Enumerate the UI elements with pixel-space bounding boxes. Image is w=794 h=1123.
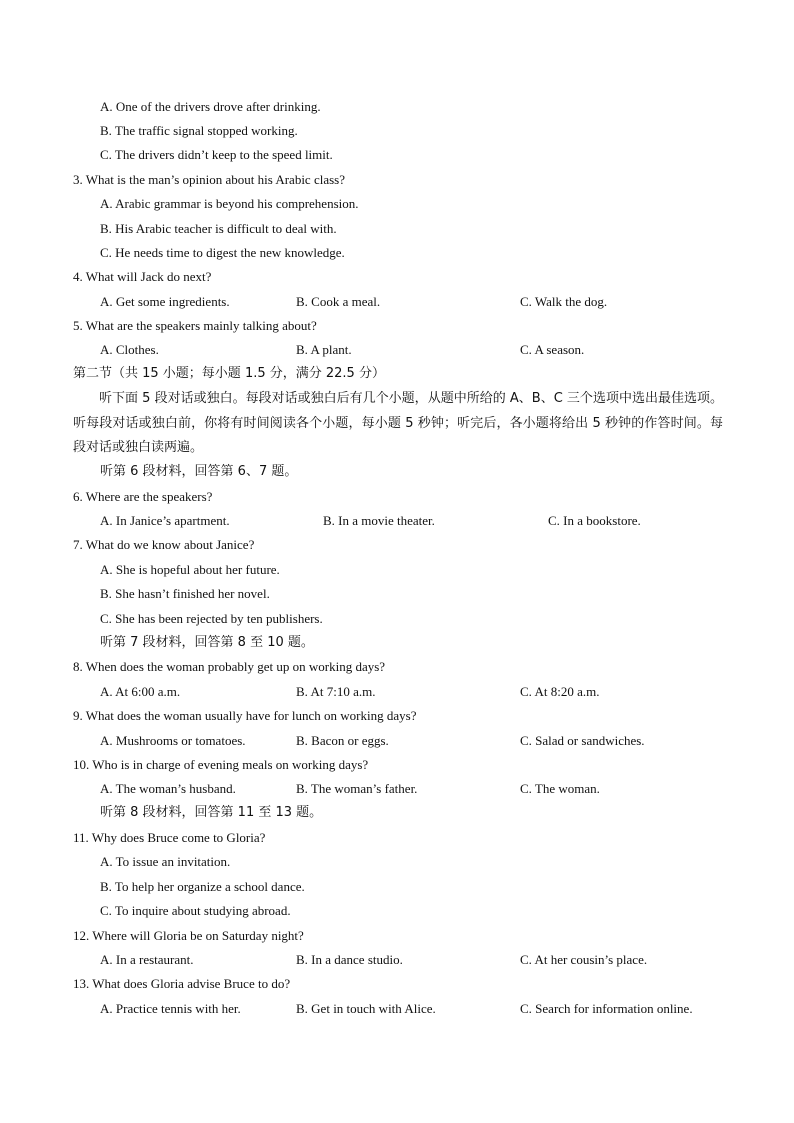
q6-option-a: A. In Janice’s apartment.	[100, 513, 230, 528]
q6-stem: 6. Where are the speakers?	[73, 489, 213, 504]
q9-stem: 9. What does the woman usually have for lunch on working days?	[73, 708, 417, 723]
q9-option-c: C. Salad or sandwiches.	[520, 733, 645, 748]
q2-option-b: B. The traffic signal stopped working.	[100, 123, 298, 138]
q8-option-b: B. At 7:10 a.m.	[296, 684, 376, 699]
q12-option-c: C. At her cousin’s place.	[520, 952, 648, 967]
q12-stem: 12. Where will Gloria be on Saturday night?	[73, 928, 304, 943]
q7-option-b: B. She hasn’t finished her novel.	[100, 586, 270, 601]
q9-option-a: A. Mushrooms or tomatoes.	[100, 733, 246, 748]
material-6-note: 听第 6 段材料，回答第 6、7 题。	[100, 464, 298, 479]
q3-stem: 3. What is the man’s opinion about his Arabic class?	[73, 172, 345, 187]
q11-option-c: C. To inquire about studying abroad.	[100, 903, 291, 918]
q2-option-a: A. One of the drivers drove after drinking.	[100, 99, 321, 114]
q13-option-b: B. Get in touch with Alice.	[296, 1001, 436, 1016]
q7-option-c: C. She has been rejected by ten publishers.	[100, 611, 323, 626]
q12-option-b: B. In a dance studio.	[296, 952, 403, 967]
q2-option-c: C. The drivers didn’t keep to the speed limit.	[100, 147, 333, 162]
q8-option-c: C. At 8:20 a.m.	[520, 684, 600, 699]
q8-stem: 8. When does the woman probably get up on working days?	[73, 659, 386, 674]
q8-option-a: A. At 6:00 a.m.	[100, 684, 181, 699]
q5-option-c: C. A season.	[520, 342, 585, 357]
q3-option-a: A. Arabic grammar is beyond his comprehension.	[100, 196, 359, 211]
q4-option-a: A. Get some ingredients.	[100, 294, 230, 309]
q5-stem: 5. What are the speakers mainly talking about?	[73, 318, 317, 333]
q10-option-c: C. The woman.	[520, 781, 600, 796]
q5-option-b: B. A plant.	[296, 342, 352, 357]
q13-option-c: C. Search for information online.	[520, 1001, 693, 1016]
q4-option-b: B. Cook a meal.	[296, 294, 381, 309]
q11-option-b: B. To help her organize a school dance.	[100, 879, 305, 894]
q13-stem: 13. What does Gloria advise Bruce to do?	[73, 976, 291, 991]
q13-option-a: A. Practice tennis with her.	[100, 1001, 241, 1016]
q12-option-a: A. In a restaurant.	[100, 952, 194, 967]
section-instructions: 听下面 5 段对话或独白。每段对话或独白后有几个小题，从题中所给的 A、B、C 三个选项中选出最佳选项。听每段对话或独白前，你将有时间阅读各个小题，每小题 5 秒钟；听完后，各小题将给出 5 秒钟的作答时间。每段对话或独白读两遍。	[73, 391, 723, 455]
q10-option-a: A. The woman’s husband.	[100, 781, 236, 796]
q10-option-b: B. The woman’s father.	[296, 781, 418, 796]
q3-option-c: C. He needs time to digest the new knowledge.	[100, 245, 345, 260]
q7-stem: 7. What do we know about Janice?	[73, 537, 255, 552]
q6-option-c: C. In a bookstore.	[548, 513, 641, 528]
section-heading: 第二节（共 15 小题；每小题 1.5 分，满分 22.5 分）	[73, 366, 385, 381]
q10-stem: 10. Who is in charge of evening meals on working days?	[73, 757, 369, 772]
material-7-note: 听第 7 段材料，回答第 8 至 10 题。	[100, 635, 314, 650]
q6-option-b: B. In a movie theater.	[323, 513, 435, 528]
material-8-note: 听第 8 段材料，回答第 11 至 13 题。	[100, 805, 323, 820]
q11-option-a: A. To issue an invitation.	[100, 854, 231, 869]
q3-option-b: B. His Arabic teacher is difficult to deal with.	[100, 221, 337, 236]
q4-option-c: C. Walk the dog.	[520, 294, 608, 309]
q4-stem: 4. What will Jack do next?	[73, 269, 212, 284]
q9-option-b: B. Bacon or eggs.	[296, 733, 389, 748]
q7-option-a: A. She is hopeful about her future.	[100, 562, 280, 577]
q5-option-a: A. Clothes.	[100, 342, 159, 357]
q11-stem: 11. Why does Bruce come to Gloria?	[73, 830, 266, 845]
